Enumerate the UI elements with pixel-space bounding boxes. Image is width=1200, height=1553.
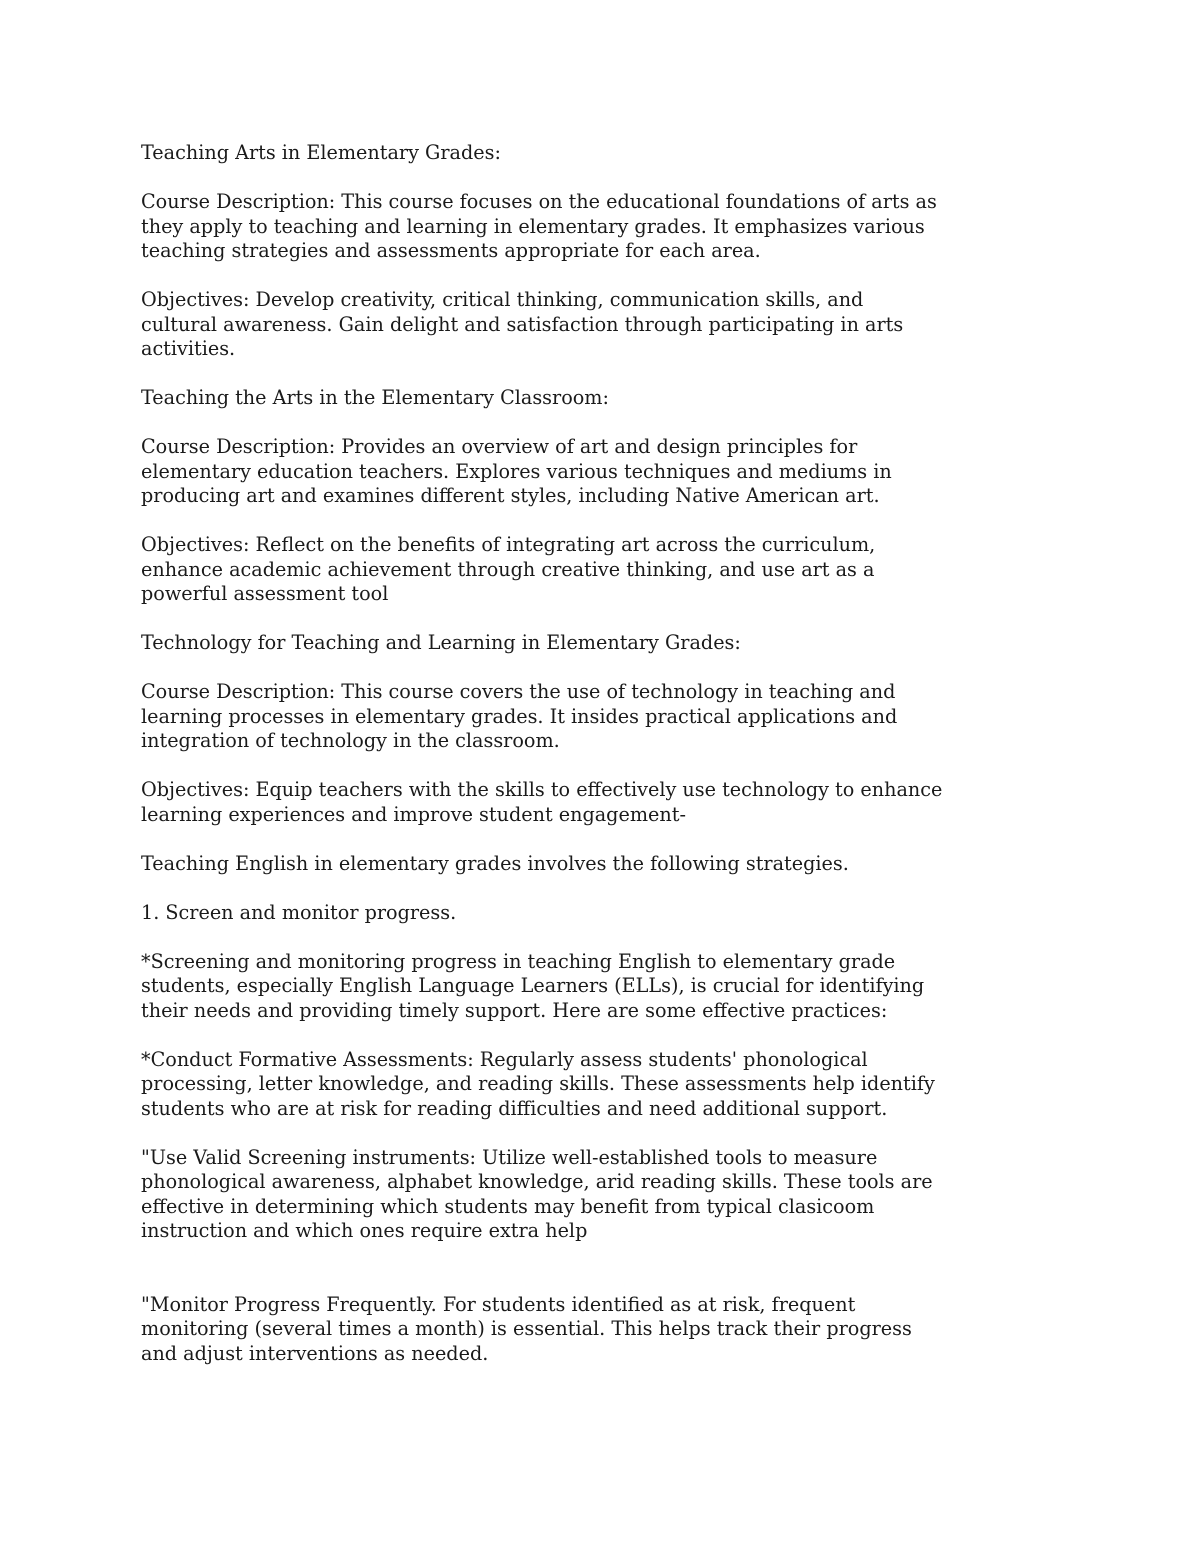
heading-teaching-arts: Teaching Arts in Elementary Grades: [141,141,501,164]
strategy-1-heading: 1. Screen and monitor progress. [141,900,457,924]
heading-arts-classroom: Teaching the Arts in the Elementary Classroom: [141,386,609,409]
formative-assessments: *Conduct Formative Assessments: Regularly assess students' phonological processing, letter knowledge, and reading skills. These assessments help identify students who are at risk for reading difficulties and need additional support. [141,1047,935,1120]
valid-screening-instruments: "Use Valid Screening instruments: Utilize well-established tools to measure phonological awareness, alphabet knowledge, arid reading skills. These tools are effective in determining which students may benefit from typical clasicoom instruction and which ones require extra help [141,1145,933,1242]
objectives-technology: Objectives: Equip teachers with the skills to effectively use technology to enhance learning experiences and improve student engagement- [141,778,943,826]
course-description-technology: Course Description: This course covers the use of technology in teaching and learning processes in elementary grades. It insides practical applications and integration of technology in the classroom. [141,680,898,752]
teaching-english-intro: Teaching English in elementary grades involves the following strategies. [141,851,849,875]
monitor-progress: "Monitor Progress Frequently. For students identified as at risk, frequent monitoring (several times a month) is essential. This helps track their progress and adjust interventions as needed. [141,1292,912,1365]
objectives-arts-classroom: Objectives: Reflect on the benefits of integrating art across the curriculum, enhance academic achievement through creative thinking, and use art as a powerful assessment tool [141,533,876,605]
course-description-arts-classroom: Course Description: Provides an overview of art and design principles for elementary education teachers. Explores various techniques and mediums in producing art and examines different styles, including Native American art. [141,435,892,507]
course-description-arts: Course Description: This course focuses on the educational foundations of arts as they apply to teaching and learning in elementary grades. It emphasizes various teaching strategies and assessments appropriate for each area. [141,190,937,262]
document-page [141,141,1061,1366]
objectives-arts: Objectives: Develop creativity, critical thinking, communication skills, and cultural awareness. Gain delight and satisfaction through participating in arts activities. [141,288,904,360]
heading-technology: Technology for Teaching and Learning in Elementary Grades: [141,631,741,654]
screening-overview: *Screening and monitoring progress in teaching English to elementary grade students, especially English Language Learners (ELLs), is crucial for identifying their needs and providing timely support. Here are some effective practices: [141,949,925,1022]
